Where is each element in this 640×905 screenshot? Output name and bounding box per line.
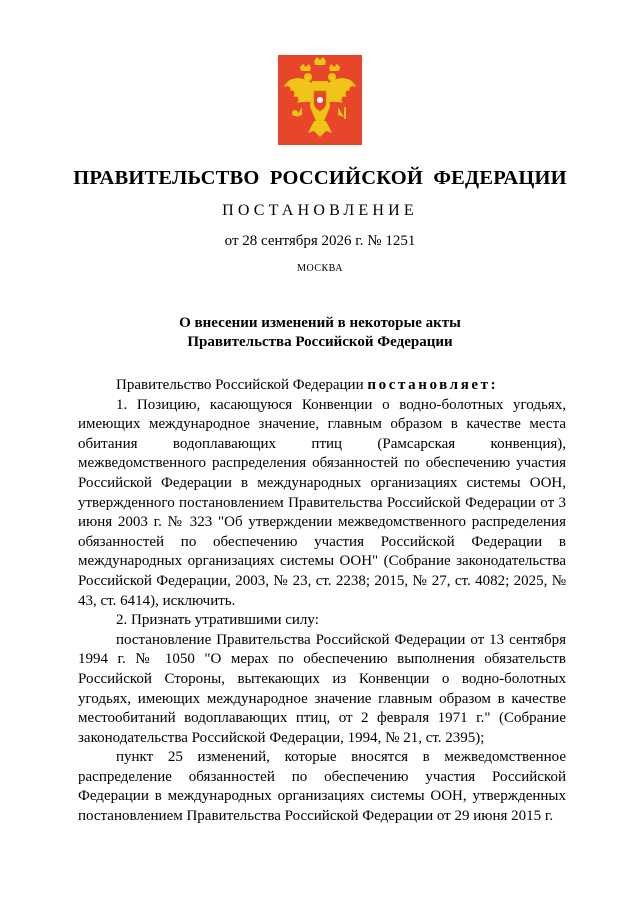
paragraph-3: постановление Правительства Российской Федерации от 13 сентября 1994 г. № 1050 "О мерах по обеспечению выполнения обязательств Российской Стороны, вытекающих из Конвенции о водно-болотных угодьях, имеющих международное значение главным образом в качестве местообитаний водоплавающих птиц, от 2 февраля 1971 г." (Собрание законодательства Российской Федерации, 1994, № 21, ст. 2395);	[78, 631, 566, 746]
document-subject	[0, 314, 640, 352]
government-title: ПРАВИТЕЛЬСТВО РОССИЙСКОЙ ФЕДЕРАЦИИ	[73, 167, 567, 189]
subject-line-1: О внесении изменений в некоторые акты	[179, 315, 461, 331]
paragraph-4: пункт 25 изменений, которые вносятся в межведомственное распределение обязанностей по обеспечению участия Российской Федерации в международных организациях системы ООН, утвержденных постановлением Правительства Российской Федерации от 29 июня 2015 г.	[78, 749, 566, 825]
document-body	[78, 376, 566, 827]
russian-coat-of-arms-icon	[278, 55, 362, 145]
document-type: ПОСТАНОВЛЕНИЕ	[222, 202, 418, 219]
subject-line-2: Правительства Российской Федерации	[187, 334, 453, 350]
intro-text: Правительство Российской Федерации	[116, 377, 368, 393]
document-date-number: от 28 сентября 2026 г. № 1251	[224, 233, 416, 249]
paragraph-2: 2. Признать утратившими силу:	[116, 612, 319, 629]
document-city: МОСКВА	[297, 263, 343, 274]
intro-paragraph	[78, 376, 566, 396]
decree-word: постановляет:	[367, 377, 499, 393]
paragraph-1: 1. Позицию, касающуюся Конвенции о водно-болотных угодьях, имеющих международное значение, главным образом в качестве места обитания водоплавающих птиц (Рамсарская конвенция), межведомственного распределения обязанностей по обеспечению участия Российской Федерации в международных организациях системы ООН, утвержденного постановлением Правительства Российской Федерации от 3 июня 2003 г. № 323 "Об утверждении межведомственного распределения обязанностей по обеспечению участия Российской Федерации в международных организациях системы ООН" (Собрание законодательства Российской Федерации, 2003, № 23, ст. 2238; 2015, № 27, ст. 4082; 2025, № 43, ст. 6414), исключить.	[78, 396, 566, 609]
